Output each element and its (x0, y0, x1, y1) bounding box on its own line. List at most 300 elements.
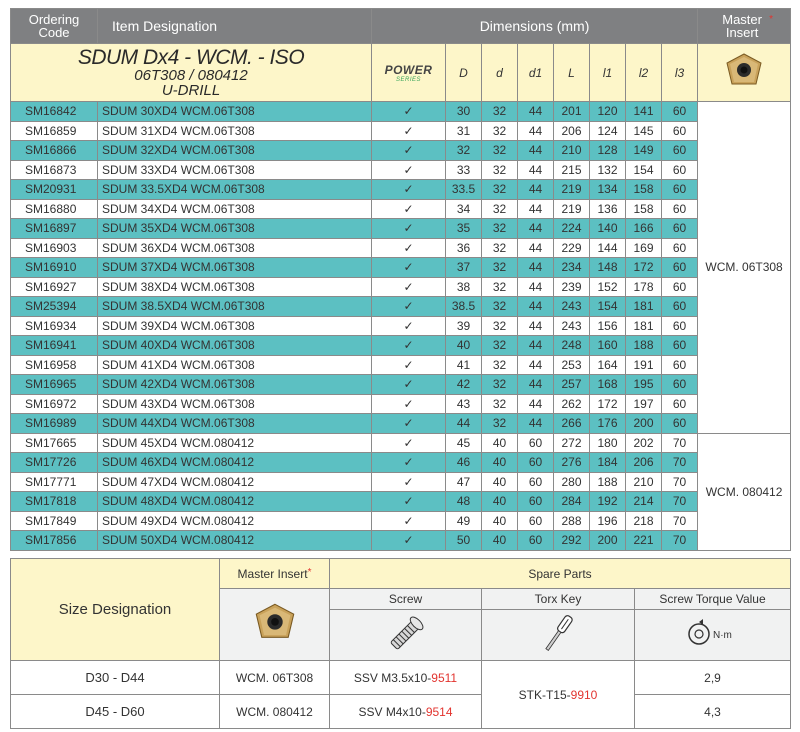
dim-l3-cell: 60 (662, 160, 698, 180)
dim-L-cell: 243 (554, 297, 590, 317)
check-icon: ✓ (403, 494, 414, 509)
ordering-code-cell: SM16965 (11, 375, 98, 395)
dim-l1-cell: 152 (590, 277, 626, 297)
check-icon: ✓ (403, 104, 414, 119)
dim-d-cell: 40 (482, 511, 518, 531)
dim-D-cell: 41 (446, 355, 482, 375)
dim-D-cell: 48 (446, 492, 482, 512)
screw-code-number: 9511 (431, 670, 458, 685)
power-check-cell (372, 414, 446, 434)
item-designation-cell: SDUM 41XD4 WCM.06T308 (98, 355, 372, 375)
dim-l3-cell: 70 (662, 433, 698, 453)
dim-l1-cell: 200 (590, 531, 626, 551)
dim-D-cell: 47 (446, 472, 482, 492)
check-icon: ✓ (403, 162, 414, 177)
ordering-code-cell: SM16903 (11, 238, 98, 258)
torque-icon (683, 616, 743, 652)
dim-d-cell: 32 (482, 199, 518, 219)
power-check-cell (372, 258, 446, 278)
check-icon: ✓ (403, 377, 414, 392)
dim-l3-cell: 60 (662, 219, 698, 239)
dim-d1-cell: 60 (518, 472, 554, 492)
item-designation-cell: SDUM 38XD4 WCM.06T308 (98, 277, 372, 297)
table-row (11, 355, 791, 375)
power-check-cell (372, 160, 446, 180)
check-icon: ✓ (403, 299, 414, 314)
spare-insert-cell: WCM. 080412 (220, 695, 330, 729)
dim-d-cell: 32 (482, 336, 518, 356)
check-icon: ✓ (403, 338, 414, 353)
power-check-cell (372, 238, 446, 258)
table-row (11, 180, 791, 200)
dim-D-cell: 33 (446, 160, 482, 180)
dim-d-cell: 40 (482, 492, 518, 512)
dim-d-cell: 32 (482, 219, 518, 239)
item-designation-cell: SDUM 34XD4 WCM.06T308 (98, 199, 372, 219)
dim-D-cell: 38 (446, 277, 482, 297)
screw-code-prefix: SSV M4x10- (358, 704, 426, 719)
spare-size-cell: D45 - D60 (11, 695, 220, 729)
dim-L-cell: 234 (554, 258, 590, 278)
table-row (11, 141, 791, 161)
item-designation-cell: SDUM 47XD4 WCM.080412 (98, 472, 372, 492)
dim-d-cell: 32 (482, 375, 518, 395)
table-row (11, 297, 791, 317)
check-icon: ✓ (403, 416, 414, 431)
dim-d-cell: 32 (482, 277, 518, 297)
dim-d-cell: 32 (482, 121, 518, 141)
dim-l2-cell: 195 (626, 375, 662, 395)
dim-d-cell: 32 (482, 414, 518, 434)
power-check-cell (372, 336, 446, 356)
dim-l2-cell: 206 (626, 453, 662, 473)
dim-l1-cell: 140 (590, 219, 626, 239)
dim-l1-cell: 184 (590, 453, 626, 473)
power-check-cell (372, 472, 446, 492)
dim-L-cell: 272 (554, 433, 590, 453)
torx-key-icon (538, 611, 578, 657)
dim-l1-cell: 172 (590, 394, 626, 414)
dim-D-cell: 35 (446, 219, 482, 239)
dim-l3-cell: 60 (662, 355, 698, 375)
ordering-code-cell: SM16880 (11, 199, 98, 219)
dim-l2-cell: 169 (626, 238, 662, 258)
dim-L-cell: 253 (554, 355, 590, 375)
dim-l1-cell: 180 (590, 433, 626, 453)
check-icon: ✓ (403, 221, 414, 236)
dim-L-cell: 248 (554, 336, 590, 356)
dim-l3-cell: 60 (662, 238, 698, 258)
dim-D-cell: 50 (446, 531, 482, 551)
spare-torque-cell: 2,9 (635, 661, 791, 695)
dim-l3-cell: 70 (662, 453, 698, 473)
item-designation-cell: SDUM 35XD4 WCM.06T308 (98, 219, 372, 239)
dim-l3-header: l3 (662, 44, 698, 102)
dim-l1-cell: 176 (590, 414, 626, 434)
item-designation-cell: SDUM 33.5XD4 WCM.06T308 (98, 180, 372, 200)
dim-d-cell: 40 (482, 472, 518, 492)
check-icon: ✓ (403, 123, 414, 138)
dim-l3-cell: 60 (662, 394, 698, 414)
dim-l3-cell: 60 (662, 414, 698, 434)
ordering-code-cell: SM17856 (11, 531, 98, 551)
dim-D-cell: 30 (446, 102, 482, 122)
dim-d-cell: 32 (482, 394, 518, 414)
ordering-code-cell: SM17665 (11, 433, 98, 453)
dim-l1-header: l1 (590, 44, 626, 102)
dim-L-cell: 219 (554, 180, 590, 200)
dim-l1-cell: 164 (590, 355, 626, 375)
dim-L-cell: 292 (554, 531, 590, 551)
dim-l3-cell: 60 (662, 180, 698, 200)
asterisk-mark: * (769, 14, 774, 25)
torx-code-prefix: STK-T15- (518, 687, 571, 702)
dim-L-cell: 201 (554, 102, 590, 122)
designation-type: U-DRILL (161, 81, 221, 99)
item-designation-cell: SDUM 31XD4 WCM.06T308 (98, 121, 372, 141)
dim-L-cell: 257 (554, 375, 590, 395)
dim-D-cell: 40 (446, 336, 482, 356)
dim-l2-cell: 154 (626, 160, 662, 180)
dim-d-cell: 32 (482, 141, 518, 161)
dim-l2-cell: 214 (626, 492, 662, 512)
dim-d-cell: 32 (482, 258, 518, 278)
dim-L-cell: 219 (554, 199, 590, 219)
table-row (11, 453, 791, 473)
check-icon: ✓ (403, 182, 414, 197)
dim-d1-cell: 44 (518, 199, 554, 219)
dim-d1-cell: 44 (518, 102, 554, 122)
check-icon: ✓ (403, 533, 414, 548)
designation-cell (11, 44, 372, 102)
spare-header-row (11, 559, 791, 589)
dim-d1-cell: 44 (518, 355, 554, 375)
dim-L-cell: 229 (554, 238, 590, 258)
dim-L-cell: 206 (554, 121, 590, 141)
torx-key-header: Torx Key (482, 589, 635, 610)
ordering-code-cell: SM16842 (11, 102, 98, 122)
dim-d1-cell: 44 (518, 297, 554, 317)
item-designation-cell: SDUM 43XD4 WCM.06T308 (98, 394, 372, 414)
check-icon: ✓ (403, 260, 414, 275)
item-designation-cell: SDUM 40XD4 WCM.06T308 (98, 336, 372, 356)
dim-D-cell: 39 (446, 316, 482, 336)
table-row (11, 277, 791, 297)
dim-L-cell: 262 (554, 394, 590, 414)
dim-d-cell: 32 (482, 160, 518, 180)
dim-D-cell: 45 (446, 433, 482, 453)
power-check-cell (372, 219, 446, 239)
dim-D-cell: 34 (446, 199, 482, 219)
dim-d1-cell: 44 (518, 238, 554, 258)
dim-L-cell: 210 (554, 141, 590, 161)
dim-L-cell: 288 (554, 511, 590, 531)
size-designation-header (11, 559, 220, 661)
dim-d1-cell: 44 (518, 336, 554, 356)
spare-row (11, 661, 791, 695)
item-designation-cell: SDUM 46XD4 WCM.080412 (98, 453, 372, 473)
dim-d1-cell: 44 (518, 414, 554, 434)
dim-l2-cell: 197 (626, 394, 662, 414)
ordering-code-cell: SM16866 (11, 141, 98, 161)
power-series-logo (372, 44, 446, 102)
dim-L-cell: 276 (554, 453, 590, 473)
power-check-cell (372, 531, 446, 551)
power-check-cell (372, 180, 446, 200)
dim-l2-header: l2 (626, 44, 662, 102)
table-row (11, 238, 791, 258)
dimensions-header (372, 9, 698, 44)
dim-D-cell: 44 (446, 414, 482, 434)
ordering-code-cell: SM16897 (11, 219, 98, 239)
dim-l1-cell: 144 (590, 238, 626, 258)
item-designation-cell: SDUM 32XD4 WCM.06T308 (98, 141, 372, 161)
power-series-text: SERIES (395, 76, 421, 83)
check-icon: ✓ (403, 201, 414, 216)
table-row (11, 394, 791, 414)
dim-d-cell: 32 (482, 316, 518, 336)
dim-L-cell: 280 (554, 472, 590, 492)
dim-d-cell: 32 (482, 102, 518, 122)
master-insert-label: Master Insert (722, 12, 762, 40)
dim-l2-cell: 202 (626, 433, 662, 453)
ordering-code-cell: SM16958 (11, 355, 98, 375)
item-designation-cell: SDUM 45XD4 WCM.080412 (98, 433, 372, 453)
dim-l1-cell: 128 (590, 141, 626, 161)
item-designation-cell: SDUM 33XD4 WCM.06T308 (98, 160, 372, 180)
table-row (11, 433, 791, 453)
dim-l3-cell: 60 (662, 277, 698, 297)
table-row (11, 199, 791, 219)
check-icon: ✓ (403, 318, 414, 333)
dim-l2-cell: 221 (626, 531, 662, 551)
dim-l1-cell: 196 (590, 511, 626, 531)
dim-l1-cell: 154 (590, 297, 626, 317)
torx-code-number: 9910 (570, 687, 598, 702)
dim-D-cell: 38.5 (446, 297, 482, 317)
check-icon: ✓ (403, 474, 414, 489)
dim-d1-cell: 44 (518, 258, 554, 278)
dim-L-header: L (554, 44, 590, 102)
spare-screw-cell (330, 661, 482, 695)
dim-l3-cell: 60 (662, 199, 698, 219)
dim-l3-cell: 60 (662, 297, 698, 317)
dim-d-cell: 32 (482, 180, 518, 200)
dim-l2-cell: 191 (626, 355, 662, 375)
dim-l2-cell: 149 (626, 141, 662, 161)
power-check-cell (372, 394, 446, 414)
dim-l1-cell: 192 (590, 492, 626, 512)
item-designation-label: Item Designation (112, 18, 218, 34)
dim-d1-cell: 60 (518, 492, 554, 512)
dim-L-cell: 284 (554, 492, 590, 512)
power-check-cell (372, 277, 446, 297)
item-designation-cell: SDUM 42XD4 WCM.06T308 (98, 375, 372, 395)
spare-insert-cell: WCM. 06T308 (220, 661, 330, 695)
table-row (11, 472, 791, 492)
ordering-code-cell: SM25394 (11, 297, 98, 317)
dim-d1-cell: 44 (518, 277, 554, 297)
dim-d1-cell: 60 (518, 453, 554, 473)
ordering-code-cell: SM16972 (11, 394, 98, 414)
ordering-code-cell: SM17726 (11, 453, 98, 473)
check-icon: ✓ (403, 435, 414, 450)
spare-insert-image-cell (220, 589, 330, 661)
power-check-cell (372, 492, 446, 512)
dim-l2-cell: 166 (626, 219, 662, 239)
insert-icon (724, 51, 764, 91)
dim-d1-cell: 44 (518, 316, 554, 336)
item-designation-cell: SDUM 49XD4 WCM.080412 (98, 511, 372, 531)
dim-l2-cell: 145 (626, 121, 662, 141)
dim-l2-cell: 181 (626, 316, 662, 336)
size-designation-label: Size Designation (58, 601, 172, 618)
item-designation-cell: SDUM 36XD4 WCM.06T308 (98, 238, 372, 258)
check-icon: ✓ (403, 455, 414, 470)
dim-l1-cell: 134 (590, 180, 626, 200)
table-row (11, 414, 791, 434)
table-row (11, 511, 791, 531)
item-designation-cell: SDUM 37XD4 WCM.06T308 (98, 258, 372, 278)
dim-D-cell: 37 (446, 258, 482, 278)
dim-l3-cell: 70 (662, 492, 698, 512)
dim-D-cell: 42 (446, 375, 482, 395)
spare-row (11, 695, 791, 729)
check-icon: ✓ (403, 279, 414, 294)
table-row (11, 492, 791, 512)
dim-D-cell: 49 (446, 511, 482, 531)
screw-header: Screw (330, 589, 482, 610)
table-row (11, 160, 791, 180)
power-check-cell (372, 375, 446, 395)
torque-unit-text: N·m (712, 629, 732, 641)
power-check-cell (372, 102, 446, 122)
item-designation-header (98, 9, 372, 44)
dim-l3-cell: 70 (662, 511, 698, 531)
asterisk-mark: * (307, 566, 312, 578)
dimensions-label: Dimensions (mm) (479, 18, 590, 34)
ordering-code-cell: SM16873 (11, 160, 98, 180)
check-icon: ✓ (403, 357, 414, 372)
dim-d-header: d (482, 44, 518, 102)
dim-D-cell: 36 (446, 238, 482, 258)
dim-L-cell: 243 (554, 316, 590, 336)
dim-D-cell: 46 (446, 453, 482, 473)
dim-L-cell: 266 (554, 414, 590, 434)
dim-D-cell: 43 (446, 394, 482, 414)
dim-l3-cell: 60 (662, 102, 698, 122)
spare-parts-header (330, 559, 791, 589)
table-row (11, 121, 791, 141)
dim-D-header: D (446, 44, 482, 102)
power-logo-text (372, 63, 445, 77)
torque-image-cell (635, 610, 791, 661)
dim-d-cell: 40 (482, 531, 518, 551)
header-row (11, 9, 791, 44)
dim-d-cell: 32 (482, 355, 518, 375)
master-insert-group-cell: WCM. 06T308 (698, 102, 791, 434)
dim-l2-cell: 141 (626, 102, 662, 122)
dim-d1-cell: 60 (518, 433, 554, 453)
dim-l2-cell: 200 (626, 414, 662, 434)
check-icon: ✓ (403, 513, 414, 528)
table-row (11, 316, 791, 336)
dim-L-cell: 215 (554, 160, 590, 180)
dim-l2-cell: 218 (626, 511, 662, 531)
screw-image-cell (330, 610, 482, 661)
dim-d-cell: 40 (482, 453, 518, 473)
dim-l2-cell: 158 (626, 199, 662, 219)
dim-d1-cell: 44 (518, 121, 554, 141)
ordering-code-cell: SM17771 (11, 472, 98, 492)
dim-d1-cell: 44 (518, 394, 554, 414)
designation-subtitle: 06T308 / 080412 (134, 66, 248, 84)
designation-title: SDUM Dx4 - WCM. - ISO (77, 45, 305, 69)
dim-d1-cell: 44 (518, 180, 554, 200)
table-row (11, 258, 791, 278)
table-row (11, 375, 791, 395)
dim-l3-cell: 70 (662, 472, 698, 492)
dim-d-cell: 32 (482, 238, 518, 258)
dim-l1-cell: 160 (590, 336, 626, 356)
screw-icon (381, 612, 431, 656)
dim-l3-cell: 70 (662, 531, 698, 551)
power-check-cell (372, 141, 446, 161)
spare-screw-cell (330, 695, 482, 729)
spare-size-cell: D30 - D44 (11, 661, 220, 695)
table-row (11, 219, 791, 239)
insert-image-cell (698, 44, 791, 102)
dim-l1-cell: 136 (590, 199, 626, 219)
ordering-code-cell: SM16934 (11, 316, 98, 336)
check-icon: ✓ (403, 396, 414, 411)
ordering-code-label: Ordering Code (28, 12, 80, 40)
dim-l1-cell: 156 (590, 316, 626, 336)
item-designation-cell: SDUM 44XD4 WCM.06T308 (98, 414, 372, 434)
power-logo-word: POWER (384, 62, 433, 77)
check-icon: ✓ (403, 240, 414, 255)
torx-key-image-cell (482, 610, 635, 661)
screw-torque-header: Screw Torque Value (635, 589, 791, 610)
spare-torx-cell (482, 661, 635, 729)
master-insert-group-cell: WCM. 080412 (698, 433, 791, 550)
spare-torque-cell: 4,3 (635, 695, 791, 729)
ordering-code-cell: SM16859 (11, 121, 98, 141)
dim-l2-cell: 188 (626, 336, 662, 356)
dim-l3-cell: 60 (662, 316, 698, 336)
dim-l2-cell: 172 (626, 258, 662, 278)
dim-l1-cell: 168 (590, 375, 626, 395)
dim-d1-cell: 60 (518, 511, 554, 531)
product-table (10, 8, 791, 551)
dim-l1-cell: 132 (590, 160, 626, 180)
power-check-cell (372, 453, 446, 473)
ordering-code-cell: SM16989 (11, 414, 98, 434)
spare-parts-label: Spare Parts (528, 566, 592, 581)
item-designation-cell: SDUM 38.5XD4 WCM.06T308 (98, 297, 372, 317)
dim-d-cell: 40 (482, 433, 518, 453)
item-designation-cell: SDUM 39XD4 WCM.06T308 (98, 316, 372, 336)
check-icon: ✓ (403, 143, 414, 158)
dim-l1-cell: 120 (590, 102, 626, 122)
dim-d1-cell: 44 (518, 219, 554, 239)
dim-l2-cell: 181 (626, 297, 662, 317)
master-insert-header (698, 9, 791, 44)
table-row (11, 102, 791, 122)
dim-D-cell: 33.5 (446, 180, 482, 200)
ordering-code-cell: SM16910 (11, 258, 98, 278)
dim-l2-cell: 158 (626, 180, 662, 200)
